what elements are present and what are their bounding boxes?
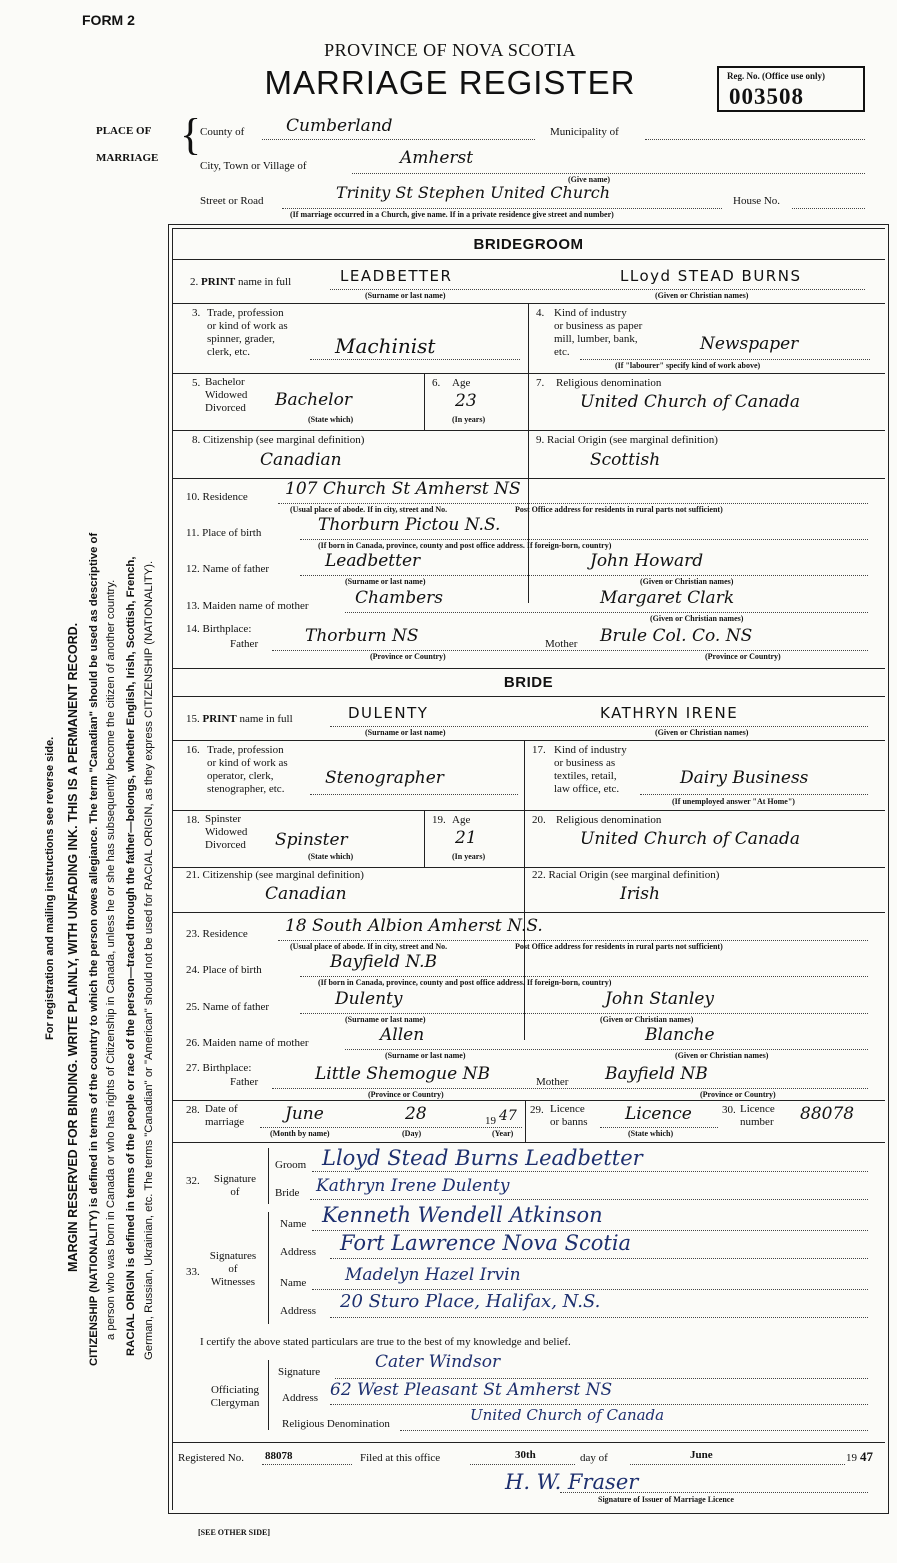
street-label: Street or Road xyxy=(200,195,264,207)
day-of-label: day of xyxy=(580,1452,608,1464)
trade-label: Trade, profession or kind of work as spinner, grader, clerk, etc. xyxy=(207,307,288,358)
field-5-number: 5. xyxy=(192,377,201,389)
bride-residence-value: 18 South Albion Amherst N.S. xyxy=(285,916,543,936)
municipality-label: Municipality of xyxy=(550,126,619,138)
licence-state-caption: (State which) xyxy=(628,1129,674,1138)
bridegroom-heading: BRIDEGROOM xyxy=(473,236,584,253)
bride-father-birthplace: Little Shemogue NB xyxy=(315,1064,490,1084)
groom-racial-value: Scottish xyxy=(590,450,661,470)
birthplace-mother-label: Mother xyxy=(545,638,578,650)
bride-birthplace-label: Place of birth xyxy=(202,964,262,976)
name-in-full-label: name in full xyxy=(237,276,292,288)
bride-religion-label: Religious denomination xyxy=(556,814,662,826)
bride-mother-given-caption: (Given or Christian names) xyxy=(675,1051,769,1060)
mother-province-caption: (Province or Country) xyxy=(705,652,781,661)
witness2-address: 20 Sturo Place, Halifax, N.S. xyxy=(340,1291,601,1312)
field-9-number: 9. xyxy=(536,434,545,446)
groom-citizenship-value: Canadian xyxy=(260,450,342,470)
field-2-number: 2. xyxy=(190,276,199,288)
brace-icon: { xyxy=(180,110,202,159)
field-21-number: 21. xyxy=(186,869,200,881)
filed-year-value: 47 xyxy=(860,1449,873,1464)
filed-month-value: June xyxy=(690,1449,713,1461)
clergy-denomination-label: Religious Denomination xyxy=(282,1418,390,1430)
racial-label: Racial Origin (see marginal definition) xyxy=(547,434,718,446)
mother-maiden-label: Maiden name of mother xyxy=(202,600,309,612)
marriage-label: MARRIAGE xyxy=(96,152,159,164)
bride-signature: Kathryn Irene Dulenty xyxy=(316,1176,510,1196)
issuer-signature-caption: Signature of Issuer of Marriage Licence xyxy=(598,1495,734,1504)
field-8-number: 8. xyxy=(192,434,201,446)
witness2-name: Madelyn Hazel Irvin xyxy=(345,1265,521,1285)
give-name-caption: (Give name) xyxy=(568,175,610,184)
groom-signature: Lloyd Stead Burns Leadbetter xyxy=(322,1146,643,1170)
age-label: Age xyxy=(452,377,471,389)
field-19-number: 19. xyxy=(432,814,446,826)
field-32-number: 32. xyxy=(186,1175,200,1187)
bride-mother-birthplace: Bayfield NB xyxy=(605,1064,708,1084)
bride-birthplace-value: Bayfield N.B xyxy=(330,952,438,972)
bride-age-label: Age xyxy=(452,814,471,826)
margin-note-citizenship-b: a person who was born in Canada or who has rights of Citizenship in Canada, unless he or she has subsequently become the citizen of another country. xyxy=(105,579,117,1340)
field-15-number: 15. xyxy=(186,713,200,725)
bride-trade-value: Stenographer xyxy=(325,768,444,788)
licence-number-label: Licence number xyxy=(740,1103,775,1128)
bride-surname: DULENTY xyxy=(348,704,429,722)
margin-note-citizenship-a: CITIZENSHIP (NATIONALITY) is defined in terms of the country to which the person owes allegiance. The term "Canadian" should be used as descriptive of xyxy=(88,532,100,1366)
groom-signature-label: Groom xyxy=(275,1159,307,1171)
margin-note-racial-a: RACIAL ORIGIN is defined in terms of the people or race of the person—traced through the father—belongs, whether English, Irish, Scottish, French, xyxy=(125,556,137,1356)
field-25-number: 25. xyxy=(186,1001,200,1013)
mother-given-caption: (Given or Christian names) xyxy=(650,614,744,623)
street-caption: (If marriage occurred in a Church, give name. If in a private residence give street and number) xyxy=(290,210,614,219)
month-caption: (Month by name) xyxy=(270,1129,330,1138)
field-24-number: 24. xyxy=(186,964,200,976)
place-of-birth-label: Place of birth xyxy=(202,527,262,539)
officiating-clergyman-label: Officiating Clergyman xyxy=(210,1384,260,1409)
bride-residence-caption: (Usual place of abode. If in city, street and No. xyxy=(290,942,448,951)
bride-racial-label: Racial Origin (see marginal definition) xyxy=(548,869,720,881)
groom-industry-value: Newspaper xyxy=(700,334,799,354)
marriage-year-prefix: 19 xyxy=(485,1115,496,1127)
bride-industry-value: Dairy Business xyxy=(680,768,809,788)
groom-residence-value: 107 Church St Amherst NS xyxy=(285,479,521,499)
clergy-denomination: United Church of Canada xyxy=(470,1406,665,1424)
witness2-address-label: Address xyxy=(280,1305,317,1317)
page-title: MARRIAGE REGISTER xyxy=(264,64,636,101)
city-value: Amherst xyxy=(400,148,474,168)
in-years-caption: (In years) xyxy=(452,415,486,424)
bride-surname-caption: (Surname or last name) xyxy=(365,728,446,737)
field-27-number: 27. xyxy=(186,1062,200,1074)
bride-age-value: 21 xyxy=(455,828,477,848)
reg-box-label: Reg. No. (Office use only) xyxy=(727,71,825,81)
registered-no-label: Registered No. xyxy=(178,1452,244,1464)
bride-in-years-caption: (In years) xyxy=(452,852,486,861)
bride-father-label: Name of father xyxy=(202,1001,270,1013)
witness1-name: Kenneth Wendell Atkinson xyxy=(322,1203,603,1227)
bride-heading: BRIDE xyxy=(503,674,554,691)
registered-no-value: 88078 xyxy=(265,1450,293,1462)
groom-father-given: John Howard xyxy=(590,551,704,571)
bride-state-which-caption: (State which) xyxy=(308,852,354,861)
field-26-number: 26. xyxy=(186,1037,200,1049)
bride-parents-birthplace-label: Birthplace: xyxy=(202,1062,252,1074)
marriage-day-value: 28 xyxy=(405,1104,427,1124)
field-17-number: 17. xyxy=(532,744,546,756)
county-label: County of xyxy=(200,126,245,138)
clergy-address-label: Address xyxy=(282,1392,319,1404)
place-of-label: PLACE OF xyxy=(96,125,152,137)
clergy-address: 62 West Pleasant St Amherst NS xyxy=(330,1380,613,1400)
bride-racial-value: Irish xyxy=(620,884,660,904)
state-which-caption: (State which) xyxy=(308,415,354,424)
licence-number-value: 88078 xyxy=(800,1104,855,1124)
field-18-number: 18. xyxy=(186,814,200,826)
residence-label: Residence xyxy=(202,491,248,503)
filed-label: Filed at this office xyxy=(360,1452,441,1464)
see-other-side-note: [SEE OTHER SIDE] xyxy=(198,1528,271,1537)
filed-year-prefix: 19 xyxy=(846,1452,857,1464)
province-heading: PROVINCE OF NOVA SCOTIA xyxy=(324,40,576,60)
groom-mother-given: Margaret Clark xyxy=(600,588,735,608)
bride-mother-surname-caption: (Surname or last name) xyxy=(385,1051,466,1060)
father-given-caption: (Given or Christian names) xyxy=(640,577,734,586)
father-name-label: Name of father xyxy=(202,563,270,575)
bride-mother-province-caption: (Province or Country) xyxy=(700,1090,776,1099)
certification-statement: I certify the above stated particulars are true to the best of my knowledge and belief. xyxy=(200,1336,571,1348)
bride-citizenship-label: Citizenship (see marginal definition) xyxy=(202,869,364,881)
groom-religion-value: United Church of Canada xyxy=(580,392,800,412)
birthplace-caption: (If born in Canada, province, county and post office address. If foreign-born, country) xyxy=(318,541,612,550)
bride-trade-label: Trade, profession or kind of work as operator, clerk, stenographer, etc. xyxy=(207,744,288,795)
surname-caption: (Surname or last name) xyxy=(365,291,446,300)
bride-mother-surname: Allen xyxy=(380,1025,425,1045)
witness2-name-label: Name xyxy=(280,1277,307,1289)
filed-day-value: 30th xyxy=(515,1449,536,1461)
licence-or-banns-label: Licence or banns xyxy=(550,1103,588,1128)
margin-note-racial-b: German, Russian, Ukrainian, etc. The terms "Canadian" or "American" should not be used for RACIAL ORIGIN, as they express CITIZENSHIP (NATIONALITY). xyxy=(143,560,155,1360)
father-province-caption: (Province or Country) xyxy=(370,652,446,661)
status-label: Bachelor Widowed Divorced xyxy=(205,376,248,414)
groom-father-birthplace: Thorburn NS xyxy=(305,626,419,646)
unemployed-caption: (If unemployed answer "At Home") xyxy=(672,797,795,806)
bride-father-given: John Stanley xyxy=(605,989,715,1009)
groom-given-names: LLoyd STEAD BURNS xyxy=(620,267,802,285)
day-caption: (Day) xyxy=(402,1129,422,1138)
groom-trade-value: Machinist xyxy=(335,334,436,358)
field-23-number: 23. xyxy=(186,928,200,940)
bride-father-given-caption: (Given or Christian names) xyxy=(600,1015,694,1024)
groom-surname: LEADBETTER xyxy=(340,267,453,285)
industry-caption: (If "labourer" specify kind of work above) xyxy=(615,361,761,370)
groom-age-value: 23 xyxy=(455,391,477,411)
religion-label: Religious denomination xyxy=(556,377,662,389)
county-value: Cumberland xyxy=(286,116,393,136)
field-30-number: 30. xyxy=(722,1104,736,1116)
groom-mother-birthplace: Brule Col. Co. NS xyxy=(600,626,753,646)
bride-birthplace-caption: (If born in Canada, province, county and post office address. If foreign-born, country) xyxy=(318,978,612,987)
residence-caption: (Usual place of abode. If in city, street and No. xyxy=(290,505,448,514)
field-20-number: 20. xyxy=(532,814,546,826)
field-6-number: 6. xyxy=(432,377,441,389)
field-14-number: 14. xyxy=(186,623,200,635)
date-of-marriage-label: Date of marriage xyxy=(205,1103,245,1128)
field-10-number: 10. xyxy=(186,491,200,503)
registration-number-box xyxy=(717,66,865,112)
bride-print-label: PRINT xyxy=(202,713,237,725)
birthplace-parents-label: Birthplace: xyxy=(202,623,252,635)
witness1-name-label: Name xyxy=(280,1218,307,1230)
birthplace-father-label: Father xyxy=(230,638,259,650)
bride-citizenship-value: Canadian xyxy=(265,884,347,904)
bride-residence-label: Residence xyxy=(202,928,248,940)
city-label: City, Town or Village of xyxy=(200,160,307,172)
bride-bp-father-label: Father xyxy=(230,1076,259,1088)
licence-or-banns-value: Licence xyxy=(625,1104,692,1124)
citizenship-label: Citizenship (see marginal definition) xyxy=(203,434,365,446)
field-29-number: 29. xyxy=(530,1104,544,1116)
groom-mother-surname: Chambers xyxy=(355,588,444,608)
bride-residence-caption-b: Post Office address for residents in rural parts not sufficient) xyxy=(515,942,723,951)
field-13-number: 13. xyxy=(186,600,200,612)
year-caption: (Year) xyxy=(492,1129,514,1138)
witnesses-label: Signatures of Witnesses xyxy=(209,1250,257,1288)
residence-caption-b: Post Office address for residents in rural parts not sufficient) xyxy=(515,505,723,514)
bride-father-surname-caption: (Surname or last name) xyxy=(345,1015,426,1024)
clergy-signature-label: Signature xyxy=(278,1366,321,1378)
groom-status-value: Bachelor xyxy=(275,390,352,410)
groom-father-surname: Leadbetter xyxy=(325,551,421,571)
field-7-number: 7. xyxy=(536,377,545,389)
clergy-signature: Cater Windsor xyxy=(375,1352,501,1372)
field-11-number: 11. xyxy=(186,527,200,539)
field-4-number: 4. xyxy=(536,307,545,319)
bride-status-label: Spinster Widowed Divorced xyxy=(205,813,248,851)
bride-status-value: Spinster xyxy=(275,830,348,850)
bride-father-surname: Dulenty xyxy=(335,989,403,1009)
witness1-address-label: Address xyxy=(280,1246,317,1258)
field-3-number: 3. xyxy=(192,307,201,319)
issuer-signature: H. W. Fraser xyxy=(505,1470,639,1494)
bride-mother-given: Blanche xyxy=(645,1025,715,1045)
given-caption: (Given or Christian names) xyxy=(655,291,749,300)
margin-note-mailing: For registration and mailing instructions see reverse side. xyxy=(44,736,56,1040)
field-22-number: 22. xyxy=(532,869,546,881)
field-28-number: 28. xyxy=(186,1104,200,1116)
groom-birthplace-value: Thorburn Pictou N.S. xyxy=(318,515,501,535)
bride-father-province-caption: (Province or Country) xyxy=(368,1090,444,1099)
bride-name-in-full-label: name in full xyxy=(239,713,293,725)
industry-label: Kind of industry or business as paper mill, lumber, bank, etc. xyxy=(554,307,643,358)
field-33-number: 33. xyxy=(186,1266,200,1278)
print-label: PRINT xyxy=(201,276,236,288)
bride-mother-label: Maiden name of mother xyxy=(202,1037,309,1049)
father-surname-caption: (Surname or last name) xyxy=(345,577,426,586)
marriage-month-value: June xyxy=(285,1104,324,1124)
form-label: FORM 2 xyxy=(82,12,135,28)
reg-box-number: 003508 xyxy=(729,84,804,109)
bride-bp-mother-label: Mother xyxy=(536,1076,569,1088)
bride-religion-value: United Church of Canada xyxy=(580,829,800,849)
marriage-year-value: 47 xyxy=(499,1108,517,1124)
bride-industry-label: Kind of industry or business as textiles, retail, law office, etc. xyxy=(554,744,627,795)
bride-given-caption: (Given or Christian names) xyxy=(655,728,749,737)
witness1-address: Fort Lawrence Nova Scotia xyxy=(340,1231,632,1255)
field-12-number: 12. xyxy=(186,563,200,575)
bride-signature-label: Bride xyxy=(275,1187,300,1199)
signature-of-label: Signature of xyxy=(213,1173,257,1198)
bride-given-names: KATHRYN IRENE xyxy=(600,704,739,722)
house-no-label: House No. xyxy=(733,195,781,207)
margin-note-binding: MARGIN RESERVED FOR BINDING. WRITE PLAINLY, WITH UNFADING INK. THIS IS A PERMANENT RECORD. xyxy=(66,622,80,1272)
street-value: Trinity St Stephen United Church xyxy=(336,183,611,202)
field-16-number: 16. xyxy=(186,744,200,756)
